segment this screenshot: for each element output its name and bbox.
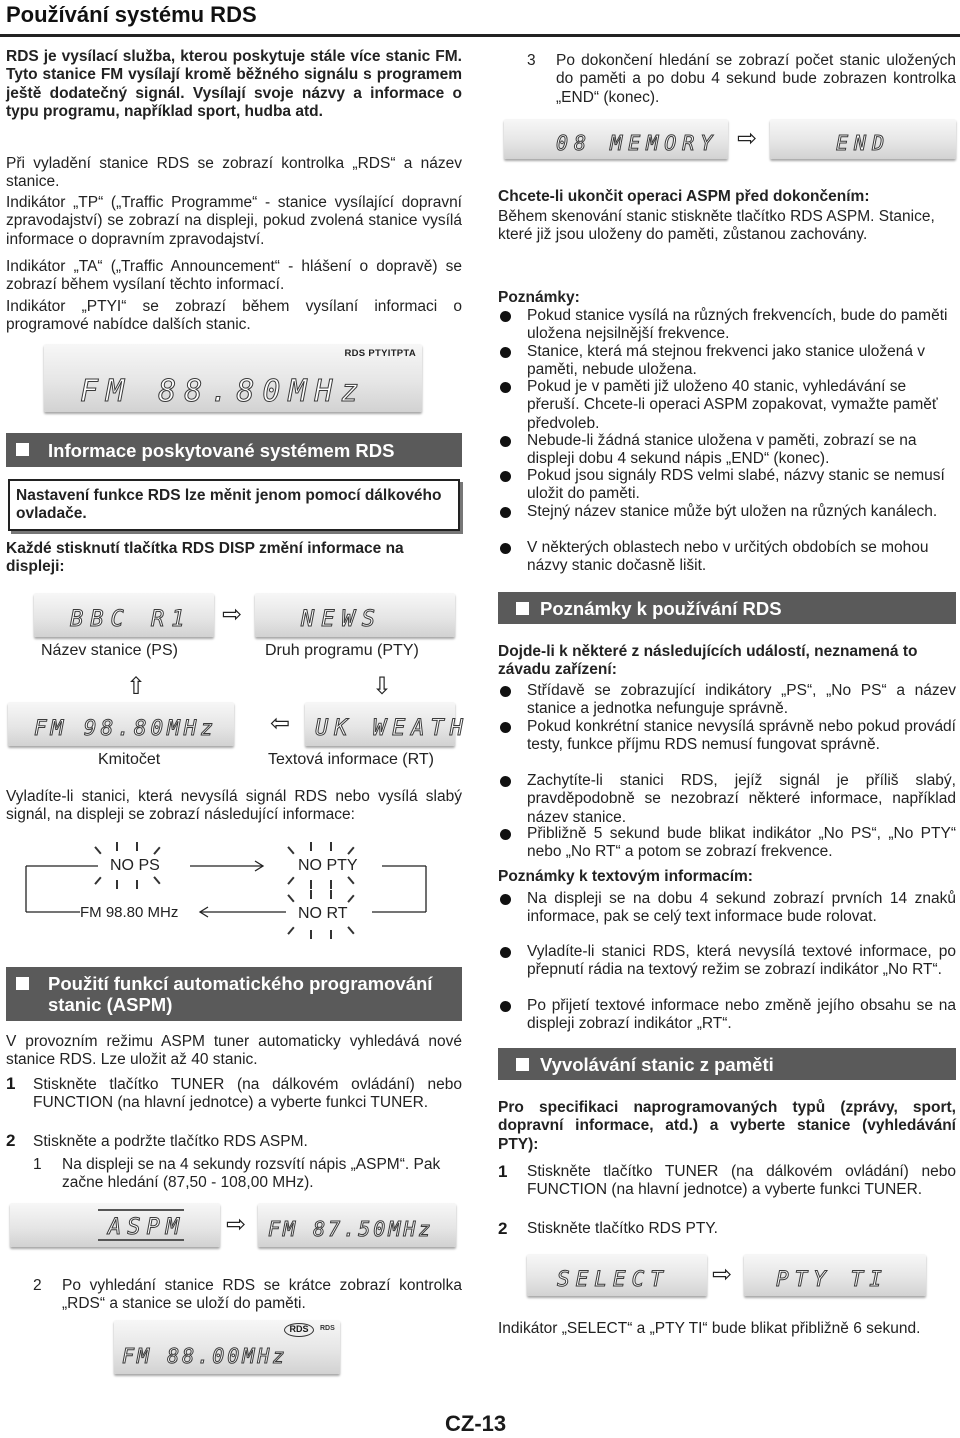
lcd-memory xyxy=(504,119,728,159)
page-number: CZ-13 xyxy=(445,1411,507,1436)
event-item: Zachytíte-li stanici RDS, jejíž signál je příliš slabý, pravděpodobně se nezobrazí některé informace, například název stanice. xyxy=(527,772,956,826)
bullet-icon xyxy=(500,776,511,787)
step-number: 2 xyxy=(498,1219,508,1238)
event-item: Pokud konkrétní stanice nevysílá správně nebo pokud provádí testy, funkce příjmu RDS nemusí fungovat správně. xyxy=(527,718,956,754)
bullet-icon xyxy=(500,311,511,322)
square-bullet-icon xyxy=(16,977,29,990)
arrow-right-icon: ⇨ xyxy=(226,1210,247,1238)
section-usage-label: Poznámky k používání RDS xyxy=(540,598,782,619)
recall-step-2: Stiskněte tlačítko RDS PTY. xyxy=(527,1220,718,1237)
lcd-ptyti-text: PTY TI xyxy=(776,1267,888,1291)
lcd-memory-text: 08 MEMORY xyxy=(556,131,719,155)
bullet-icon xyxy=(500,686,511,697)
note-item: Nebude-li žádná stanice uložena v paměti, zobrazí se na displeji dobu 4 sekund nápis „END“ (konec). xyxy=(527,432,917,468)
bullet-icon xyxy=(500,947,511,958)
note-item: Stanice, která má stejnou frekvenci jako stanice uložená v paměti, nebude uložena. xyxy=(527,343,926,379)
text-notes-heading: Poznámky k textovým informacím: xyxy=(498,868,753,885)
note-item: Pokud je v paměti již uloženo 40 stanic, vyhledávání se přeruší. Chcete-li operaci ASPM zopakovat, vymažte paměť předvoleb. xyxy=(527,378,938,432)
step-number: 2 xyxy=(6,1131,16,1150)
section-heading-aspm xyxy=(6,967,462,1021)
note-item: V některých oblastech nebo v určitých obdobích se mohou názvy stanic dočasně lišit. xyxy=(527,539,929,575)
blink-connectors xyxy=(0,840,470,940)
text-note-item: Po přijetí textové informace nebo změně jejího obsahu se na displeji zobrazí indikátor „RT“. xyxy=(527,997,956,1033)
bullet-icon xyxy=(500,722,511,733)
arrow-right-icon: ⇨ xyxy=(737,124,758,152)
lcd-8750-text: FM 87.50MHz xyxy=(268,1217,434,1241)
step-number: 1 xyxy=(6,1074,16,1093)
lcd-aspm-text: ASPM xyxy=(108,1215,185,1240)
square-bullet-icon xyxy=(516,1058,529,1071)
lcd-ps xyxy=(34,593,214,637)
lcd-freq xyxy=(8,702,234,746)
blink-no-ps: NO PS xyxy=(110,857,160,874)
lcd-pty-text: NEWS xyxy=(301,607,382,632)
section-aspm-label: Použití funkcí automatického programování stanic (ASPM) xyxy=(48,973,433,1015)
section-heading-recall xyxy=(498,1048,956,1080)
square-bullet-icon xyxy=(16,443,29,456)
label-ps: Název stanice (PS) xyxy=(41,642,178,659)
lcd-end xyxy=(770,119,956,159)
lcd-ptyti xyxy=(744,1254,926,1296)
section-heading-usage xyxy=(498,592,956,624)
lcd-select-text: SELECT xyxy=(557,1267,669,1291)
tp-text: Indikátor „TP“ („Traffic Programme“ - stanice vysílající dopravní zpravodajství) se zobrazí na displeji, pokud zvolená stanice vysílá informace o dopravním zpravodajství. xyxy=(6,194,462,248)
lcd-select xyxy=(527,1254,707,1296)
lcd-main-text: FM 88.80MHz xyxy=(80,374,367,409)
text-note-item: Vyladíte-li stanici RDS, která nevysílá textové informace, po přepnutí rádia na textový režim se zobrazí indikátor „No RT“. xyxy=(527,943,956,979)
lcd-end-text: END xyxy=(836,131,891,155)
arrow-down-icon: ⇩ xyxy=(372,672,393,700)
label-pty: Druh programu (PTY) xyxy=(265,642,419,659)
intro-bold: RDS je vysílací služba, kterou poskytuje stále více stanic FM. Tyto stanice FM vysílají kromě běžného signálu s programem ještě dodatečný signál. Vysílají svoje názvy a informace o typu programu, například sport, hudba atd. xyxy=(6,48,462,121)
lcd-ps-text: BBC R1 xyxy=(70,607,192,632)
lcd-display-main xyxy=(44,344,422,412)
square-bullet-icon xyxy=(516,602,529,615)
lcd-indicators: RDS PTYITPTA xyxy=(344,348,416,359)
disp-intro: Každé stisknutí tlačítka RDS DISP změní informace na displeji: xyxy=(6,540,404,576)
intro-normal: Při vyladění stanice RDS se zobrazí kontrolka „RDS“ a název stanice. xyxy=(6,155,462,191)
section-info-label: Informace poskytované systémem RDS xyxy=(48,440,395,461)
bullet-icon xyxy=(500,829,511,840)
notes-heading: Poznámky: xyxy=(498,289,580,306)
note-item: Pokud stanice vysílá na různých frekvencích, bude do paměti uložena nejsilnější frekvence. xyxy=(527,307,948,343)
note-item: Stejný název stanice může být uložen na různých kanálech. xyxy=(527,503,938,520)
lcd-8750 xyxy=(258,1203,456,1247)
substep-number: 3 xyxy=(527,52,536,69)
bullet-icon xyxy=(500,436,511,447)
arrow-left-icon: ⇦ xyxy=(270,709,291,737)
cancel-text: Během skenování stanic stiskněte tlačítko RDS ASPM. Stanice, které již jsou uloženy do paměti, zůstanou zachovány. xyxy=(498,208,935,244)
bullet-icon xyxy=(500,1001,511,1012)
final-text: Indikátor „SELECT“ a „PTY TI“ bude blikat přibližně 6 sekund. xyxy=(498,1320,921,1337)
rds-badge-small: RDS xyxy=(320,1325,335,1332)
recall-heading: Pro specifikaci naprogramovaných typů (zprávy, sport, dopravní informace, atd.) a vyberte stanice (vyhledávání PTY): xyxy=(498,1099,956,1153)
note-box-text: Nastavení funkce RDS lze měnit jenom pomocí dálkového ovladače. xyxy=(16,487,442,523)
section-recall-label: Vyvolávání stanic z paměti xyxy=(540,1054,774,1075)
event-item: Přibližně 5 sekund bude blikat indikátor „No PS“, „No PTY“ nebo „No RT“ a potom se zobrazí frekvence. xyxy=(527,825,956,861)
lcd-8800 xyxy=(114,1320,340,1374)
event-item: Střídavě se zobrazující indikátory „PS“, „No PS“ a název stanice a jednotka nefunguje správně. xyxy=(527,682,956,718)
events-heading: Dojde-li k některé z následujících událostí, neznamená to závadu zařízení: xyxy=(498,643,918,679)
note-item: Pokud jsou signály RDS velmi slabé, názvy stanic se nemusí uložit do paměti. xyxy=(527,467,945,503)
bullet-icon xyxy=(500,894,511,905)
bullet-icon xyxy=(500,543,511,554)
note-box xyxy=(8,479,460,531)
blink-freq: FM 98.80 MHz xyxy=(80,904,179,921)
bullet-icon xyxy=(500,382,511,393)
recall-step-1: Stiskněte tlačítko TUNER (na dálkovém ovládání) nebo FUNCTION (na hlavní jednotce) a vyberte funkci TUNER. xyxy=(527,1163,956,1199)
lcd-aspm xyxy=(10,1203,220,1247)
step-1-text: Stiskněte tlačítko TUNER (na dálkovém ovládání) nebo FUNCTION (na hlavní jednotce) a vyberte funkci TUNER. xyxy=(33,1076,462,1112)
aspm-intro: V provozním režimu ASPM tuner automaticky vyhledává nové stanice RDS. Lze uložit až 40 stanic. xyxy=(6,1033,462,1069)
cancel-heading: Chcete-li ukončit operaci ASPM před dokončením: xyxy=(498,188,870,205)
text-note-item: Na displeji se na dobu 4 sekund zobrazí prvních 14 znaků informace, pak se celý text informace bude rolovat. xyxy=(527,890,956,926)
rds-badge: RDS xyxy=(284,1323,314,1337)
lcd-freq-text: FM 98.80MHz xyxy=(34,716,218,740)
ptyi-text: Indikátor „PTYI“ se zobrazí během vysílaní informaci o programové nabídce dalších stanic. xyxy=(6,298,462,334)
label-rt: Textová informace (RT) xyxy=(268,751,434,768)
arrow-right-icon: ⇨ xyxy=(712,1260,733,1288)
page-title: Používání systému RDS xyxy=(6,2,257,27)
weak-signal-text: Vyladíte-li stanici, která nevysílá signál RDS nebo vysílá slabý signál, na displeji se zobrazí následující informace: xyxy=(6,788,462,824)
title-rule xyxy=(0,34,960,37)
substep-1-text: Na displeji se na 4 sekundy rozsvítí nápis „ASPM“. Pak začne hledání (87,50 - 108,00 MHz). xyxy=(62,1156,441,1192)
blink-no-pty: NO PTY xyxy=(298,857,358,874)
section-heading-info xyxy=(6,433,462,467)
ta-text: Indikátor „TA“ („Traffic Announcement“ - hlášení o dopravě) se zobrazí během vysílaní těchto informací. xyxy=(6,258,462,294)
bullet-icon xyxy=(500,471,511,482)
substep-number: 1 xyxy=(33,1156,42,1173)
blink-diagram xyxy=(0,840,470,940)
step-number: 1 xyxy=(498,1162,508,1181)
step-2-text: Stiskněte a podržte tlačítko RDS ASPM. xyxy=(33,1133,308,1150)
substep-2-text: Po vyhledání stanice RDS se krátce zobrazí kontrolka „RDS“ a stanice se uloží do paměti. xyxy=(62,1277,462,1313)
arrow-up-icon: ⇧ xyxy=(126,672,147,700)
substep-3-text: Po dokončení hledání se zobrazí počet stanic uložených do paměti a po dobu 4 sekund bude zobrazen kontrolka „END“ (konec). xyxy=(556,52,956,106)
substep-number: 2 xyxy=(33,1277,42,1294)
lcd-rt xyxy=(305,702,469,746)
bullet-icon xyxy=(500,347,511,358)
arrow-right-icon: ⇨ xyxy=(222,600,243,628)
lcd-pty xyxy=(255,593,455,637)
bullet-icon xyxy=(500,507,511,518)
lcd-8800-text: FM 88.00MHz xyxy=(122,1344,288,1368)
blink-no-rt: NO RT xyxy=(298,905,348,922)
label-freq: Kmitočet xyxy=(98,751,161,768)
lcd-rt-text: UK WEATH xyxy=(315,716,469,741)
